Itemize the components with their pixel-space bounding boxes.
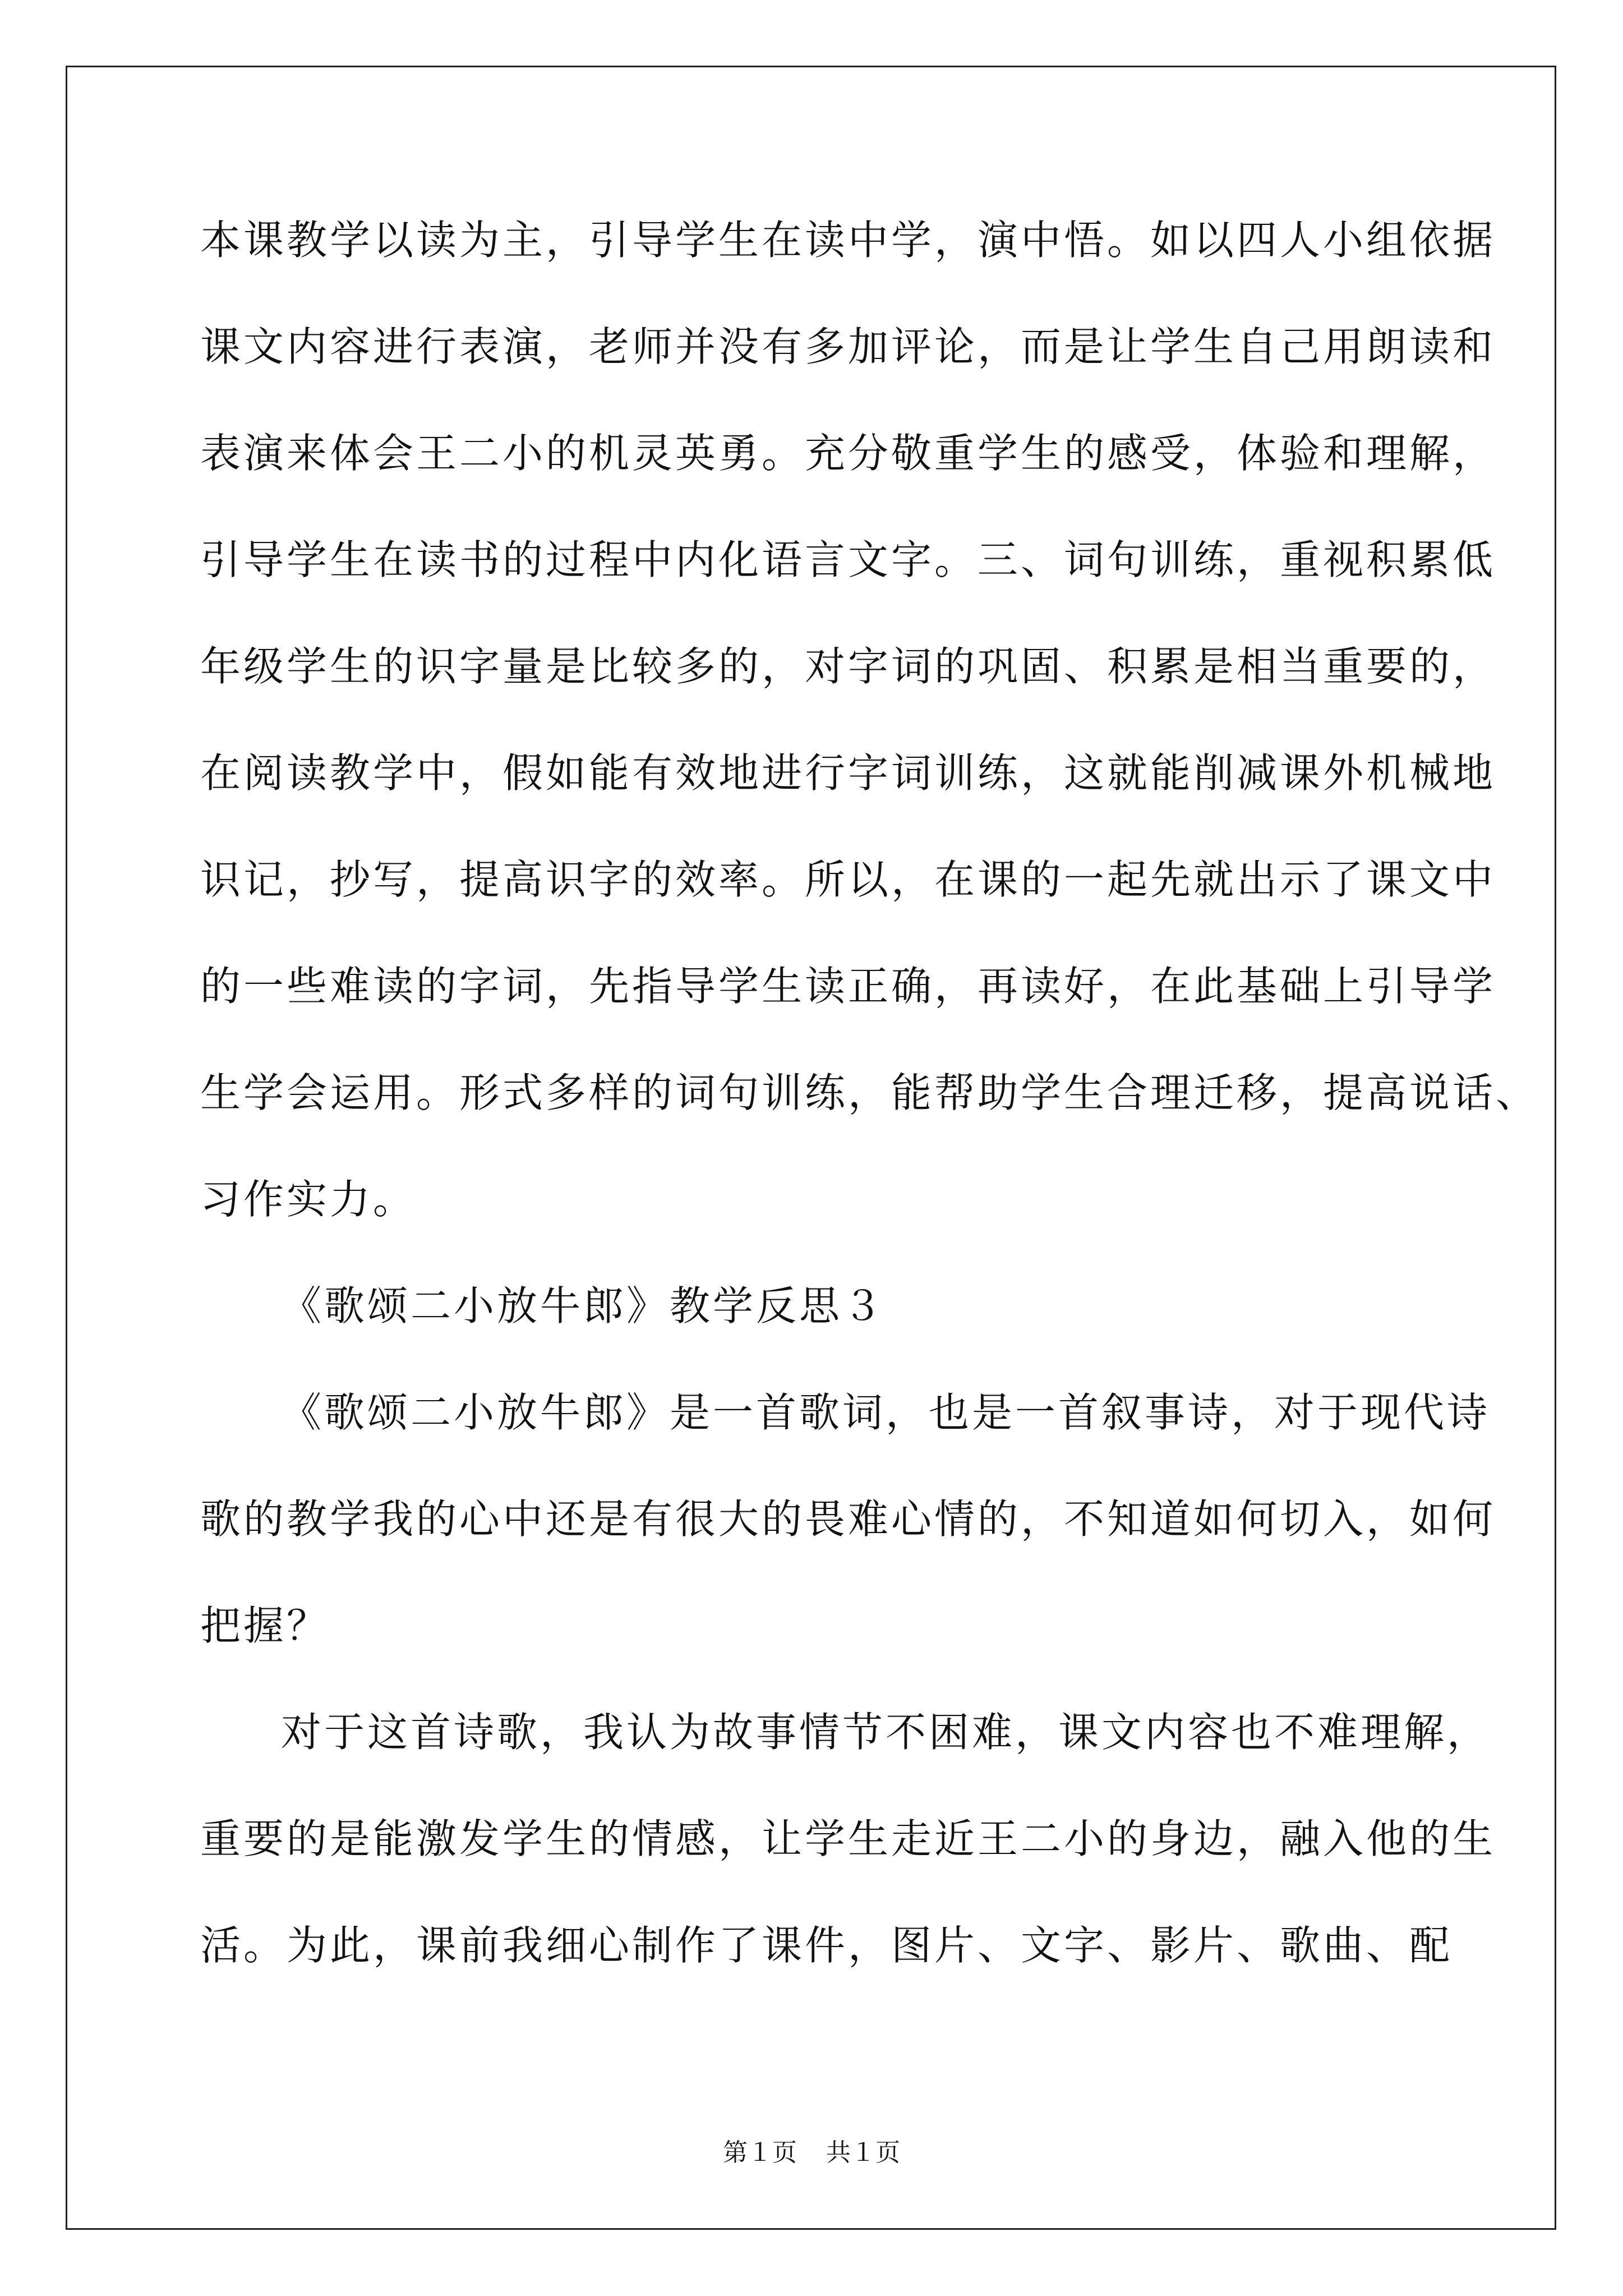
page-number-current: 第１页 <box>723 2138 797 2167</box>
text-line: 对于这首诗歌，我认为故事情节不困难，课文内容也不难理解， <box>281 1709 1491 1756</box>
section-heading: 《歌颂二小放牛郎》教学反思３ <box>281 1282 886 1329</box>
text-line: 歌的教学我的心中还是有很大的畏难心情的，不知道如何切入，如何 <box>200 1496 1496 1543</box>
text-line: 《歌颂二小放牛郎》是一首歌词，也是一首叙事诗，对于现代诗 <box>281 1389 1491 1436</box>
page-number-total: 共１页 <box>826 2138 900 2167</box>
text-line: 活。为此，课前我细心制作了课件，图片、文字、影片、歌曲、配 <box>200 1922 1453 1969</box>
text-line: 把握？ <box>200 1602 330 1649</box>
text-line: 年级学生的识字量是比较多的，对字词的巩固、积累是相当重要的， <box>200 643 1496 690</box>
text-line: 识记，抄写，提高识字的效率。所以，在课的一起先就出示了课文中 <box>200 856 1496 903</box>
text-line: 课文内容进行表演，老师并没有多加评论，而是让学生自己用朗读和 <box>200 323 1496 370</box>
text-line: 习作实力。 <box>200 1176 417 1223</box>
document-body <box>200 214 1539 2026</box>
text-line: 重要的是能激发学生的情感，让学生走近王二小的身边，融入他的生 <box>200 1815 1496 1862</box>
text-line: 在阅读教学中，假如能有效地进行字词训练，这就能削减课外机械地 <box>200 749 1496 797</box>
text-line: 引导学生在读书的过程中内化语言文字。三、词句训练，重视积累低 <box>200 536 1496 583</box>
text-line: 的一些难读的字词，先指导学生读正确，再读好，在此基础上引导学 <box>200 963 1496 1010</box>
text-line: 生学会运用。形式多样的词句训练，能帮助学生合理迁移，提高说话、 <box>200 1069 1539 1116</box>
text-line: 本课教学以读为主，引导学生在读中学，演中悟。如以四人小组依据 <box>200 217 1496 264</box>
page-footer <box>0 2136 1623 2170</box>
text-line: 表演来体会王二小的机灵英勇。充分敬重学生的感受，体验和理解， <box>200 430 1496 477</box>
